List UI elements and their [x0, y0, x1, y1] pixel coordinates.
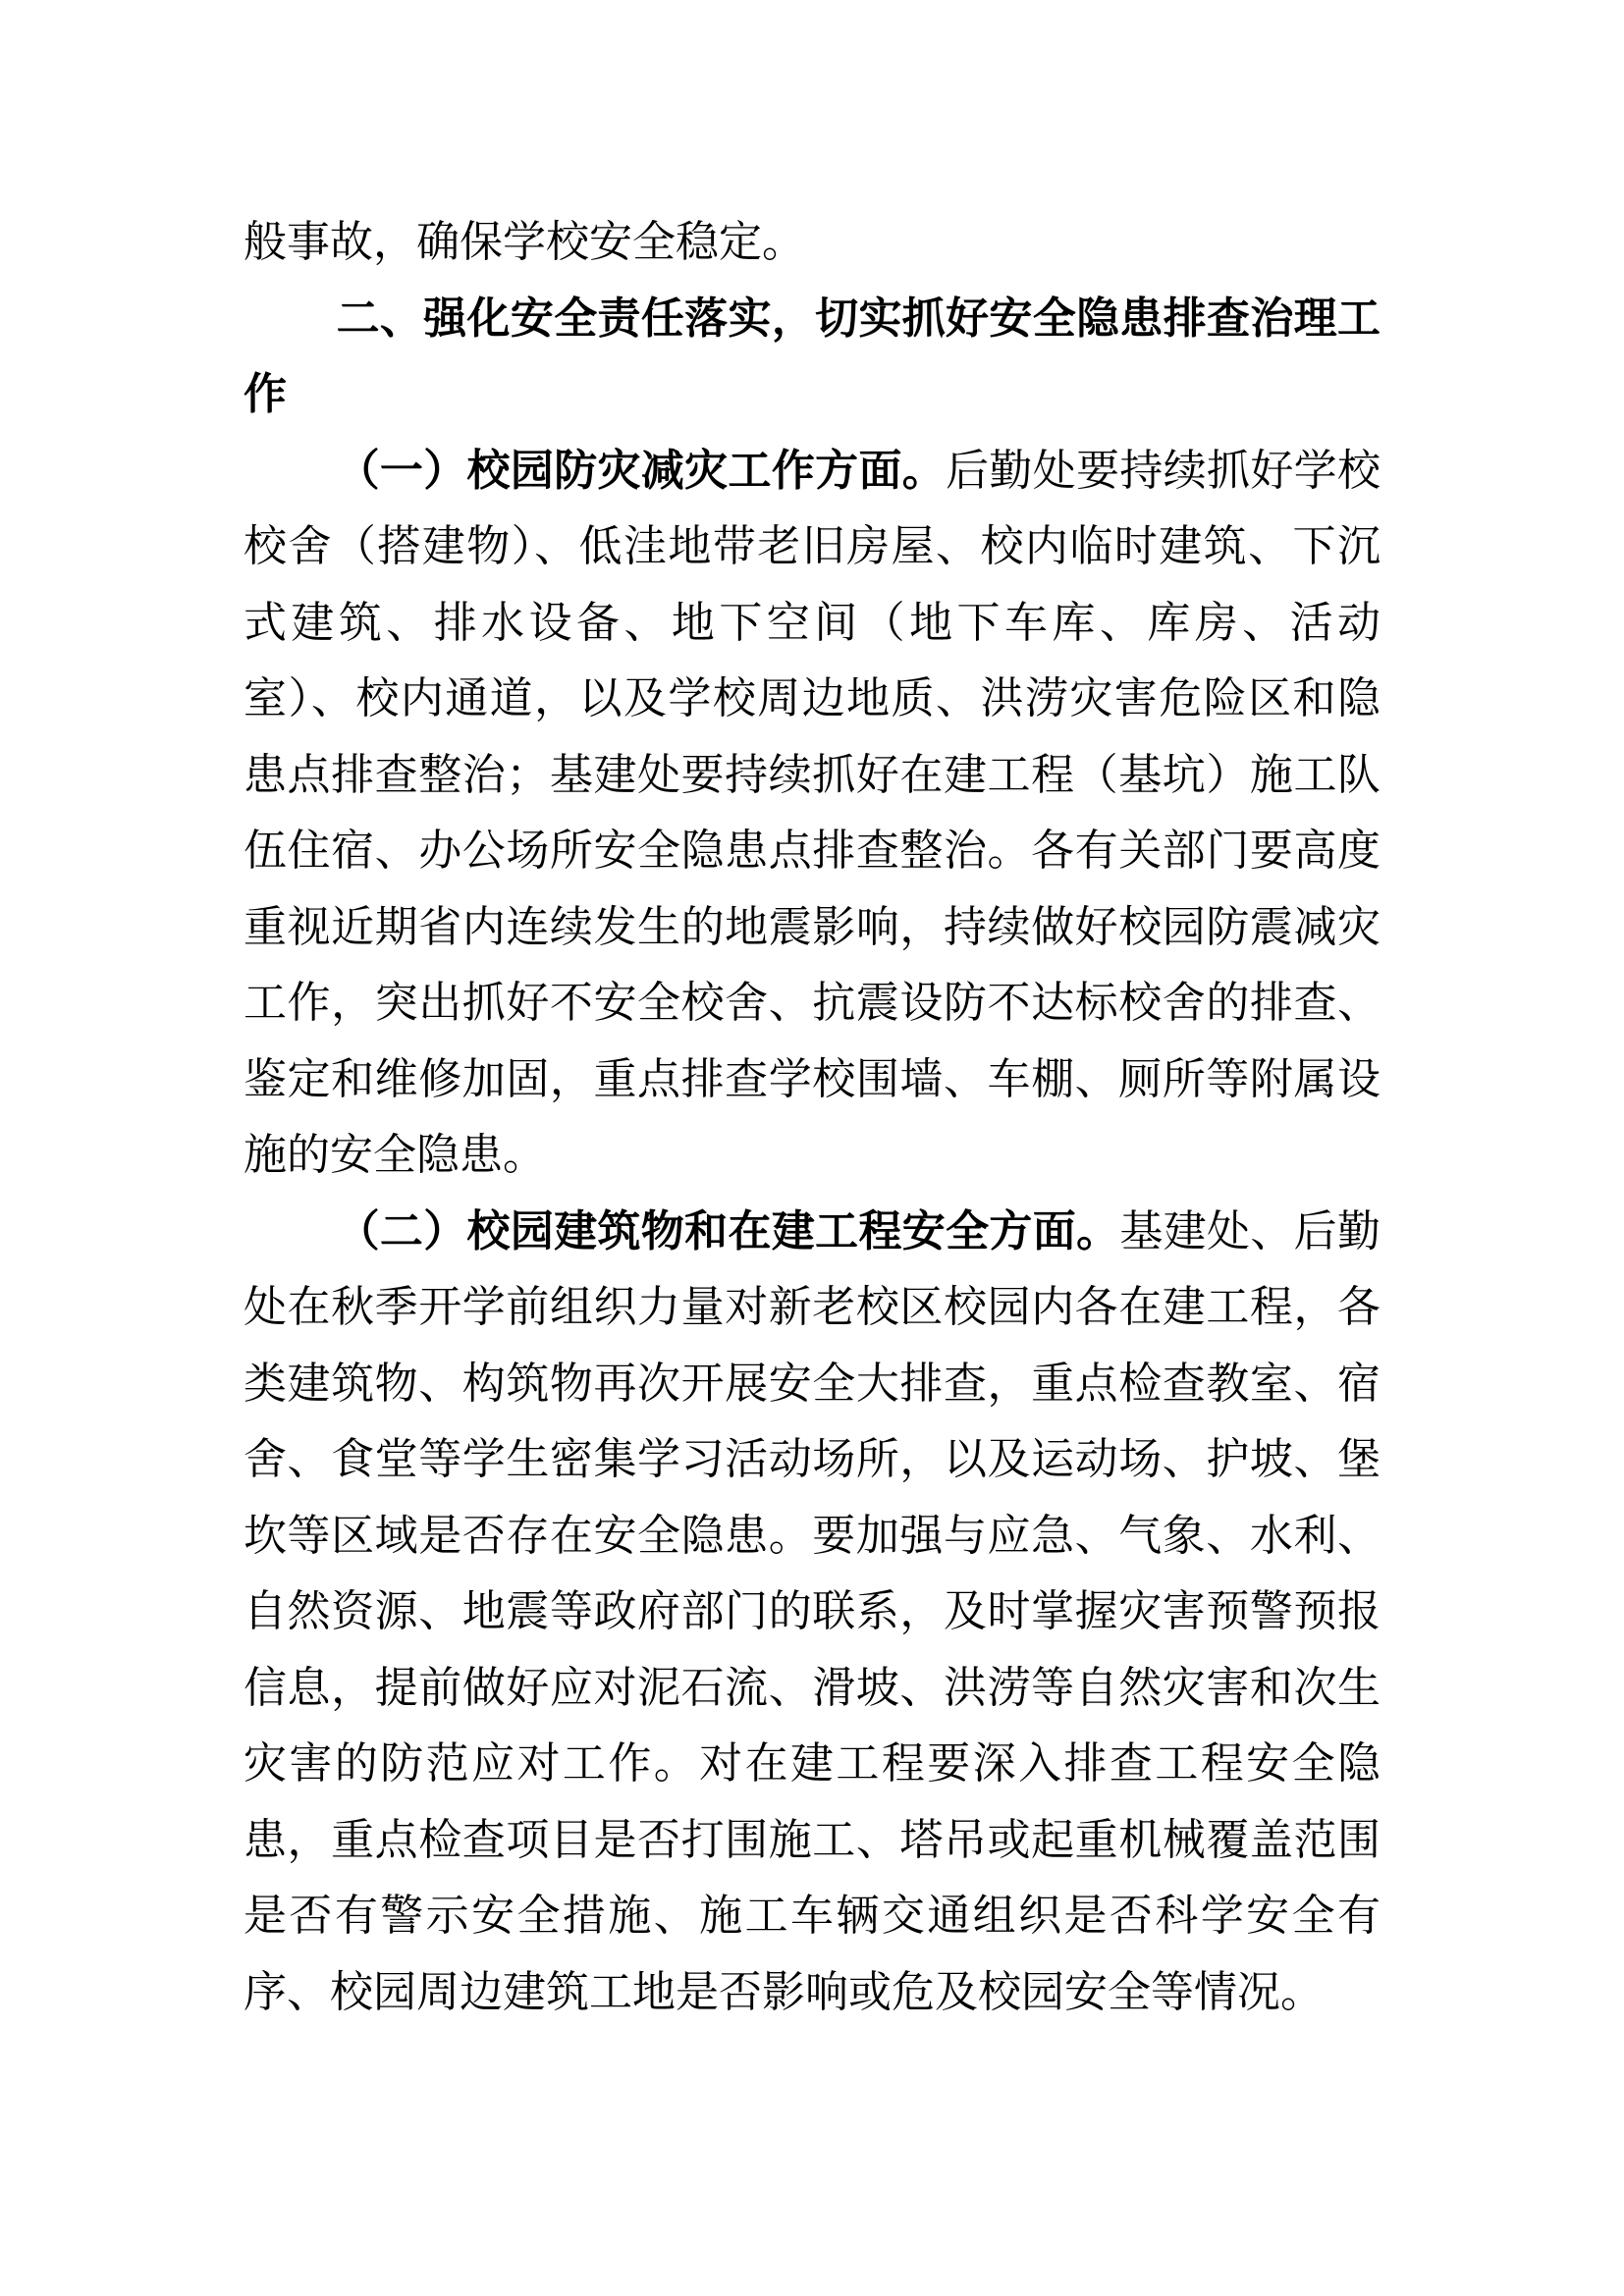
paragraph-disaster-prevention-text: 后勤处要持续抓好学校校舍（搭建物）、低洼地带老旧房屋、校内临时建筑、下沉式建筑、排水设备、地下空间（地下车库、库房、活动室）、校内通道，以及学校周边地质、洪涝灾害危险区和隐患点排查整治；基建处要持续抓好在建工程（基坑）施工队伍住宿、办公场所安全隐患点排查整治。各有关部门要高度重视近期省内连续发生的地震影响，持续做好校园防震减灾工作，突出抓好不安全校舍、抗震设防不达标校舍的排查、鉴定和维修加固，重点排查学校围墙、车棚、厕所等附属设施的安全隐患。: [244, 446, 1381, 1179]
paragraph-construction-safety-lead: （二）校园建筑物和在建工程安全方面。: [336, 1206, 1120, 1255]
section-heading-text: 二、强化安全责任落实，切实抓好安全隐患排查治理工作: [244, 294, 1380, 418]
paragraph-continuation: [244, 204, 1380, 281]
section-heading: [244, 281, 1380, 433]
paragraph-construction-safety: [244, 1194, 1380, 2031]
paragraph-continuation-text: 般事故，确保学校安全稳定。: [244, 218, 805, 266]
paragraph-disaster-prevention-lead: （一）校园防灾减灾工作方面。: [336, 446, 947, 495]
paragraph-disaster-prevention: [244, 433, 1380, 1194]
document-content: [244, 204, 1380, 2030]
paragraph-construction-safety-text: 基建处、后勤处在秋季开学前组织力量对新老校区校园内各在建工程，各类建筑物、构筑物再次开展安全大排查，重点检查教室、宿舍、食堂等学生密集学习活动场所，以及运动场、护坡、堡坎等区域是否存在安全隐患。要加强与应急、气象、水利、自然资源、地震等政府部门的联系，及时掌握灾害预警预报信息，提前做好应对泥石流、滑坡、洪涝等自然灾害和次生灾害的防范应对工作。对在建工程要深入排查工程安全隐患，重点检查项目是否打围施工、塔吊或起重机械覆盖范围是否有警示安全措施、施工车辆交通组织是否科学安全有序、校园周边建筑工地是否影响或危及校园安全等情况。: [244, 1206, 1381, 2016]
